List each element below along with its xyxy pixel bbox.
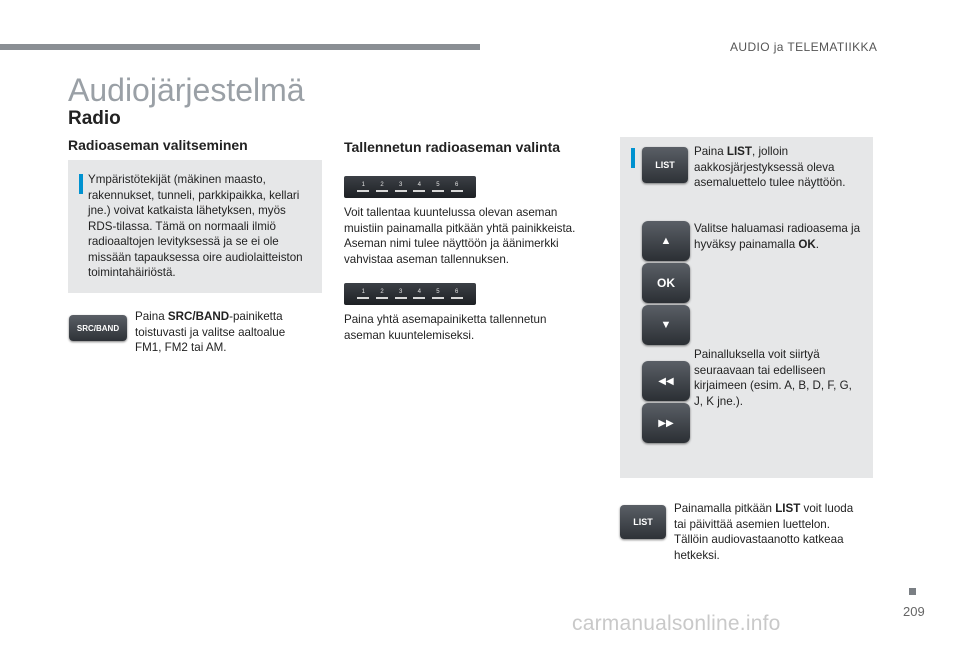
rewind-icon: ◀◀: [658, 375, 674, 387]
triangle-up-icon: ▲: [660, 235, 672, 247]
preset-button-3[interactable]: 3: [395, 182, 407, 192]
list-button[interactable]: LIST: [642, 147, 688, 183]
list-navigation-box: [620, 137, 873, 478]
page-marker: [909, 588, 916, 595]
up-arrow-button[interactable]: [642, 221, 690, 261]
src-band-button[interactable]: SRC/BAND: [69, 315, 127, 341]
preset-button-4[interactable]: 4: [413, 289, 425, 299]
info-icon: [79, 174, 83, 194]
heading-preset-selection: Tallennetun radioaseman valinta: [344, 139, 561, 155]
triangle-down-icon: ▼: [660, 319, 672, 331]
page-subtitle: Radio: [68, 108, 121, 129]
ok-button[interactable]: OK: [642, 263, 690, 303]
preset-button-4[interactable]: 4: [413, 182, 425, 192]
preset-listen-text: Paina yhtä asemapainiketta tallennetun aseman kuuntelemiseksi.: [344, 313, 547, 342]
info-icon: [631, 148, 635, 168]
note-box: [68, 160, 322, 293]
header-bar: [0, 44, 480, 50]
list-text: Paina LIST, jolloin aakkosjärjestyksessä oleva asemaluettelo tulee näyttöön.: [694, 145, 846, 189]
heading-select-station: Radioaseman valitseminen: [68, 137, 248, 153]
preset-button-6[interactable]: 6: [451, 182, 463, 192]
page-number: 209: [903, 604, 925, 619]
ok-text: Valitse haluamasi radioasema ja hyväksy painamalla OK.: [694, 222, 861, 251]
src-band-text: Paina SRC/BAND-painiketta toistuvasti ja valitse aaltoalue FM1, FM2 tai AM.: [135, 310, 286, 354]
rewind-button[interactable]: [642, 361, 690, 401]
preset-save-text: Voit tallentaa kuuntelussa olevan aseman muistiin painamalla pitkään yhtä painikkeista. Aseman nimi tulee näyttöön ja äänimerkki vahvistaa aseman tallennuksen.: [344, 206, 576, 266]
jump-letter-text: Painalluksella voit siirtyä seuraavaan tai edelliseen kirjaimeen (esim. A, B, D, F, G, J, K jne.).: [694, 348, 852, 408]
preset-button-1[interactable]: 1: [357, 182, 369, 192]
preset-button-3[interactable]: 3: [395, 289, 407, 299]
preset-button-5[interactable]: 5: [432, 182, 444, 192]
fast-forward-button[interactable]: [642, 403, 690, 443]
preset-button-5[interactable]: 5: [432, 289, 444, 299]
preset-button-2[interactable]: 2: [376, 289, 388, 299]
preset-button-2[interactable]: 2: [376, 182, 388, 192]
section-title: AUDIO ja TELEMATIIKKA: [730, 40, 878, 54]
watermark: carmanualsonline.info: [572, 612, 781, 635]
preset-buttons-panel-2[interactable]: [344, 283, 476, 305]
note-text: Ympäristötekijät (mäkinen maasto, rakennukset, tunneli, parkkipaikka, kellari jne.) voivat katkaista lähetyksen, myös RDS-tilassa. Tämä on normaali ilmiö radioaaltojen levityksessä ja se ei ole missään tapauksessa oire audiolaitteiston toimintahäiriöstä.: [88, 173, 303, 279]
fast-forward-icon: ▶▶: [658, 417, 674, 429]
preset-button-1[interactable]: 1: [357, 289, 369, 299]
list-button-long[interactable]: LIST: [620, 505, 666, 539]
page-title: Audiojärjestelmä: [68, 72, 305, 108]
preset-button-6[interactable]: 6: [451, 289, 463, 299]
list-long-press-text: Painamalla pitkään LIST voit luoda tai päivittää asemien luettelon. Tällöin audiovastaanotto katkeaa hetkeksi.: [674, 502, 854, 562]
preset-buttons-panel-1[interactable]: [344, 176, 476, 198]
down-arrow-button[interactable]: [642, 305, 690, 345]
